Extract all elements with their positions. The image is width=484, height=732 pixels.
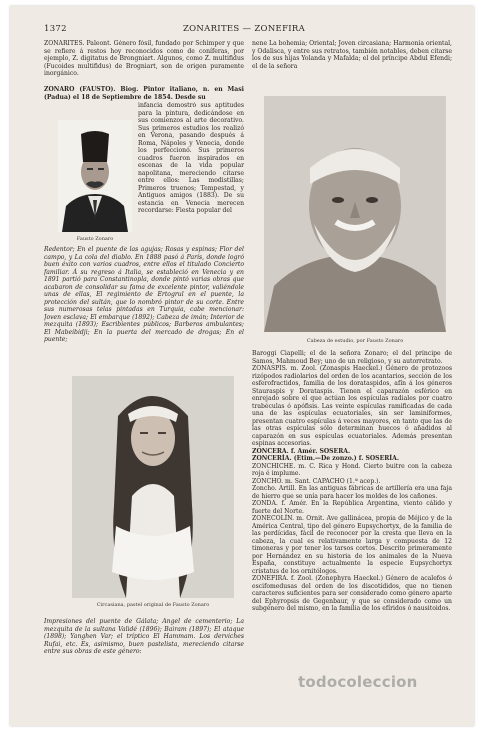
entry-zonaro-end-text: Baroggi Ciapelli; el de la señora Zonaro; el del príncipe de Samos, Mahmoud Bey; uno de un religioso, y su autorretrato. [252, 350, 452, 365]
circassian-caption: Circasiana, pastel original de Fausto Zonaro [96, 602, 210, 608]
entry-zoncho: ZONCHO. m. Sant. CAPACHO (1.ª acep.). [252, 477, 381, 485]
entry-zonaro-body-text: Redentor; En el puente de las agujas; Rosas y espinas; Flor del campo, y La cola del diablo. En 1888 pasó á París, donde logró buen éxito con varios cuadros, entre ellos el titulado Concierto familiar. Á su regreso á Italia, se estableció en Venecia y en 1891 partió para Constantinopla, donde pintó varias obras que acabaron de consolidar su fama de excelente pintor, valiéndole unas de ellas, El regimiento de Ertogrul en el puente, la protección del sultán, que lo nombró pintor de su corte. Entre sus numerosas telas pintadas en Turquía, cabe mencionar: Joven esclava; El embarque (1892); Cabeza de imán; Interior de mezquita (1893); Escribientes públicos; Barberos ambulantes; El Mabeibidji; En la puerta del mercado de drogas; En el puente; [44, 246, 244, 343]
portrait-caption: Fausto Zonaro [76, 236, 114, 242]
page-title: ZONARITES — ZONEFIRA [182, 24, 306, 34]
entry-zonarites [44, 40, 244, 86]
entry-zonaro-text: ZONARO (FAUSTO). Biog. Pintor italiano, n. en Masi (Padua) el 18 de Septiembre de 1854. Desde su [44, 86, 244, 101]
portrait-photo [58, 120, 132, 232]
entry-zonaro-pastels [44, 618, 244, 668]
right-column-entries [252, 350, 452, 672]
entry-zonaspis: ZONASPIS. m. Zool. (Zonaspis Haeckel.) Género de protozoos rizópodos radiolarios del orden de los acantarios, sección de los esferofractidos, familia de los dorataspidos, afín á los géneros Stauraspis y Dorataspis. Tienen el caparazón esférico en enrejado sobre el que actúan los espículas radiales por cuatro trabéculas ó apófisis. Las veinte espículas ramificadas de cada una de las espículas ecuatoriales, sin ser laminiformes, presentan cuatro espículas á veces mayores, en tanto que las de las otras espículas sólo determinan huecos ó añadidos al caparazón en sus espículas ecuatoriales. Además presentan espinas accesorias. [252, 365, 452, 447]
page-sheet [10, 6, 474, 726]
page-number: 1372 [44, 24, 67, 34]
entry-zonarites-text: ZONARITES. Paleont. Género fósil, fundado por Schimper y que se refiere á restos hoy reconocidos como de coníferas, por ejemplo, Z. digitatus de Brongniart. Algunos, como Z. multifidus (Fucoides multifidus) de Brogniart, son de origen puramente inorgánico. [44, 40, 244, 77]
entry-zonaro-middle-text: infancia demostró sus aptitudes para la pintura, dedicándose en sus comienzos al arte decorativo. Sus primeros estudios los realizó en Verona, pasando después á Roma, Nápoles y Venecia, donde los perfeccionó. Sus primeros cuadros fueron inspirados en escenas de la vida popular napolitana, mereciendo citarse entre ellos: Las modistillas; Primeros truenos; Tempestad, y Antiguos amigos (1883). De su estancia en Venecia merecen recordarse: Fiesta popular del [138, 102, 244, 214]
site-watermark: todocoleccion [298, 673, 418, 691]
circassian-image [72, 376, 234, 598]
entry-zonchiche: ZONCHICHE. m. C. Rica y Hond. Cierto buitre con la cabeza roja é implume. [252, 462, 452, 477]
study-head-image [264, 96, 446, 332]
entry-zonaro-continued [138, 102, 244, 244]
entry-zonaro-body [44, 246, 244, 364]
circassian-photo [72, 376, 234, 598]
page-header [44, 24, 444, 38]
entry-zonaro-head [44, 86, 244, 101]
entry-zonecolin: ZONECOLÍN. m. Ornit. Ave gallinácea, propia de Méjico y de la América Central, tipo del género Eupsychortyx, de la familia de las perdícidas, fácil de reconocer por la cresta que lleva en la cabeza, la cual es relativamente larga y compuesta de 12 timoneras y por tener los tarsos cortos. Descrito primeramente por Hernández en su historia de los animales de la Nueva España, constituye actualmente la especie Eupsychortyx cristatus de los ornitólogos. [252, 515, 452, 575]
study-head-photo [264, 96, 446, 332]
portrait-image [58, 120, 132, 232]
entry-zonaro-portraits [252, 40, 452, 92]
entry-zonaro-portraits-text: nene La bohemia; Oriental; Joven circasiana; Harmonía oriental, y Odalisca, y entre sus retratos, también notables, deben citarse los de sus hijas Yolanda y Mafalda; el del príncipe Abdul Efendi; el de la señora [252, 40, 452, 70]
entry-zonefira: ZONEFIRA. f. Zool. (Zonephyra Haeckel.) Género de acalefos ó escifomedusas del orden de los discotídidos, que no tienen caracteres suficientes para ser considerado como género aparte del Ephyropsis de Gegenbaur, y que se considerado como un subgénero del mismo, en la familia de los efíridos ó nausitoidos. [252, 575, 452, 612]
entry-zonceria: ZONCERÍA. (Etim.—De zonzo.) f. SOSERÍA. [252, 455, 399, 462]
entry-zonda: ZONDA. f. Amér. En la República Argentina, viento cálido y fuerte del Norte. [252, 500, 452, 515]
entry-zonaro-pastels-text: Impresiones del puente de Gálata; Ángel de cementerio; La mezquita de la sultana Validé (1896); Bairam (1897); El ataque (1898); Yanghen Var; el tríptico El Hammam. Los derviches Rufai, etc. Es, asimismo, buen pastelista, mereciendo citarse entre sus obras de este género: [44, 618, 244, 655]
entry-zoncho-note: Zoncho. Artill. En las antiguas fábricas de artillería era una faja de hierro que se unía para hacer los moldes de los cañones. [252, 485, 452, 500]
entry-zoncera: ZONCERA. f. Amér. SOSERA. [252, 447, 351, 455]
study-head-caption: Cabeza de estudio, por Fausto Zonaro [306, 338, 404, 344]
